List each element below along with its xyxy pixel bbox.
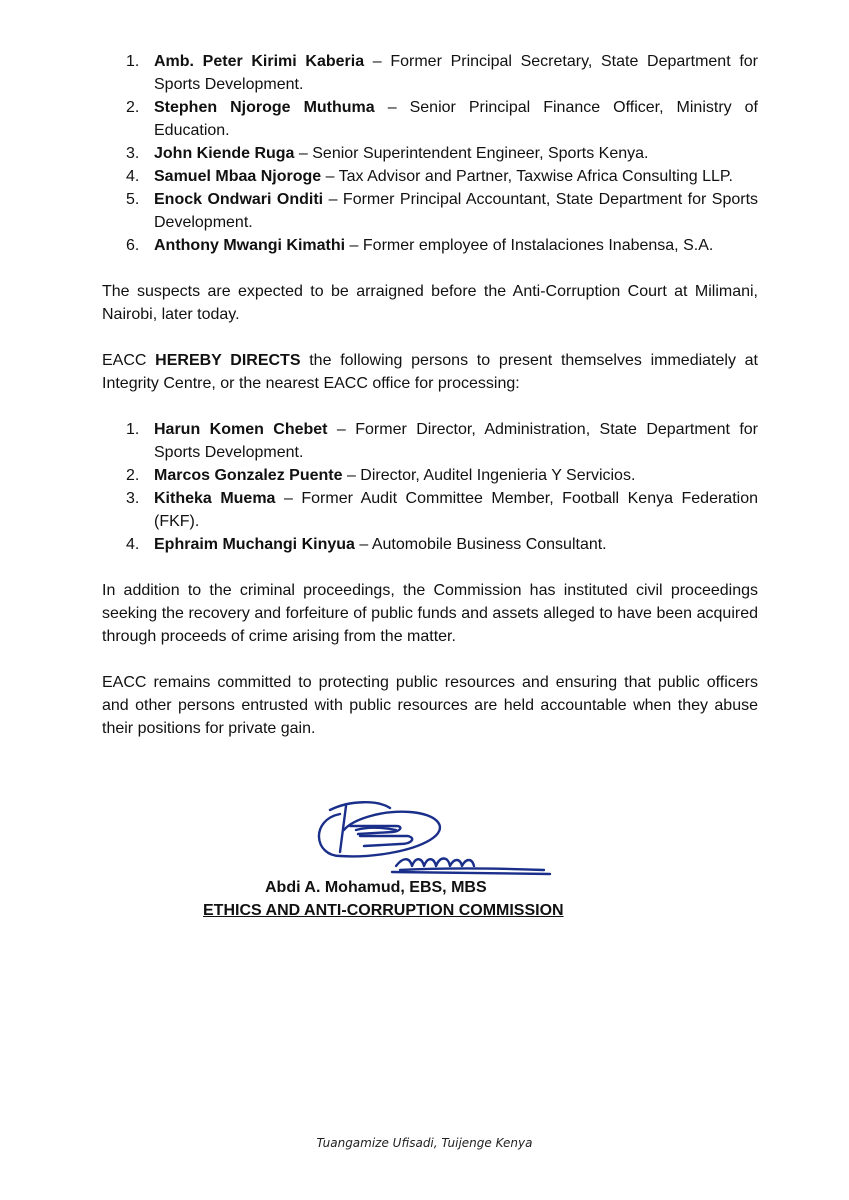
list-number: 1. (126, 53, 140, 70)
list-number: 5. (126, 191, 140, 208)
signatory-organization: ETHICS AND ANTI-CORRUPTION COMMISSION (203, 902, 564, 919)
person-description: – Former Director, Administration, State Department for Sports Development. (154, 421, 758, 461)
person-description: – Automobile Business Consultant. (354, 536, 607, 553)
list-number: 1. (126, 421, 140, 438)
arrested-persons-list (102, 50, 758, 257)
person-name: Harun Komen Chebet (154, 421, 328, 438)
person-description: – Tax Advisor and Partner, Taxwise Africa Consulting LLP. (321, 168, 733, 185)
person-description: – Former Principal Accountant, State Department for Sports Development. (154, 191, 759, 231)
person-name: Kitheka Muema (154, 490, 276, 507)
list-item (102, 50, 758, 96)
list-item (102, 533, 758, 556)
person-name: Marcos Gonzalez Puente (154, 467, 343, 484)
list-number: 4. (126, 168, 140, 185)
directed-persons-list (102, 418, 758, 556)
list-item (102, 464, 758, 487)
person-description: – Director, Auditel Ingenieria Y Servicios. (342, 467, 636, 484)
person-name: Stephen Njoroge Muthuma (154, 99, 375, 116)
list-item (102, 188, 758, 234)
list-item (102, 96, 758, 142)
list-number: 3. (126, 490, 140, 507)
list-number: 2. (126, 467, 140, 484)
document-body (102, 50, 758, 740)
civil-proceedings-paragraph: In addition to the criminal proceedings, the Commission has instituted civil proceedings seeking the recovery and forfeiture of public funds and assets alleged to have been acquired through proceeds of crime arising from the matter. (102, 582, 758, 645)
commitment-paragraph: EACC remains committed to protecting public resources and ensuring that public officers and other persons entrusted with public resources are held accountable when they abuse their positions for private gain. (102, 674, 758, 737)
directive-emphasis: HEREBY DIRECTS (155, 352, 301, 369)
list-item (102, 165, 758, 188)
person-description: – Former Audit Committee Member, Football Kenya Federation (FKF). (154, 490, 758, 530)
footer-motto: Tuangamize Ufisadi, Tuijenge Kenya (316, 1136, 533, 1150)
list-number: 3. (126, 145, 140, 162)
person-name: Enock Ondwari Onditi (154, 191, 324, 208)
signature-image (300, 786, 560, 886)
signatory-name: Abdi A. Mohamud, EBS, MBS (265, 879, 487, 896)
list-item (102, 487, 758, 533)
person-name: John Kiende Ruga (154, 145, 295, 162)
signature-drawing (300, 786, 560, 886)
person-name: Ephraim Muchangi Kinyua (154, 536, 355, 553)
person-description: – Former employee of Instalaciones Inabensa, S.A. (345, 237, 714, 254)
list-item (102, 418, 758, 464)
list-number: 2. (126, 99, 140, 116)
person-name: Amb. Peter Kirimi Kaberia (154, 53, 365, 70)
person-name: Samuel Mbaa Njoroge (154, 168, 322, 185)
directive-text: the following persons to present themselves immediately at Integrity Centre, or the nearest EACC office for processing: (102, 352, 758, 392)
directive-prefix: EACC (102, 352, 156, 369)
person-description: – Senior Superintendent Engineer, Sports Kenya. (294, 145, 649, 162)
directive-paragraph (102, 349, 758, 395)
arraignment-paragraph: The suspects are expected to be arraigned before the Anti-Corruption Court at Milimani, Nairobi, later today. (102, 283, 758, 323)
person-description: – Senior Principal Finance Officer, Ministry of Education. (154, 99, 759, 139)
list-item (102, 142, 758, 165)
person-name: Anthony Mwangi Kimathi (154, 237, 346, 254)
person-description: – Former Principal Secretary, State Department for Sports Development. (154, 53, 758, 93)
list-number: 4. (126, 536, 140, 553)
list-number: 6. (126, 237, 140, 254)
list-item (102, 234, 758, 257)
